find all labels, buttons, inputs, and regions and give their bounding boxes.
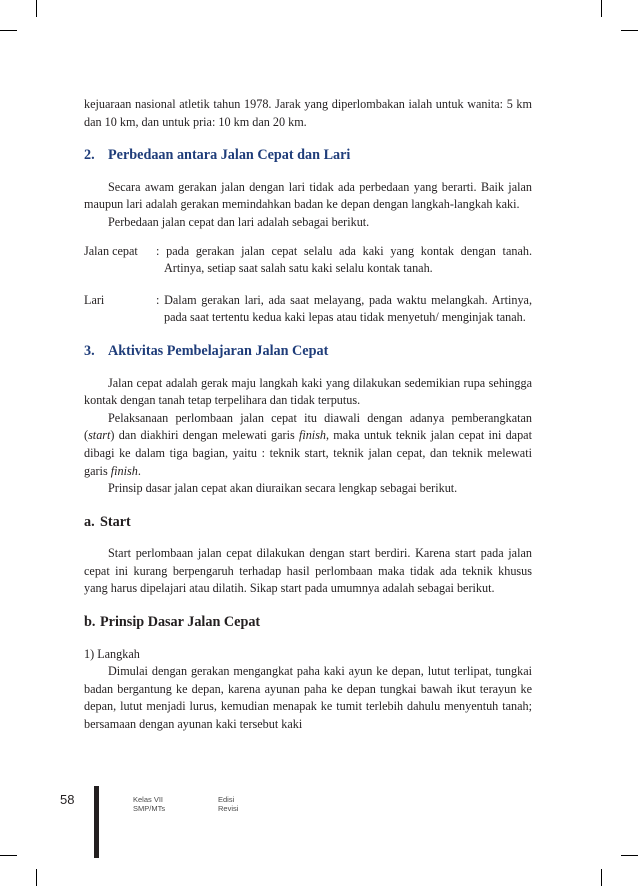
definition-row: [84, 243, 532, 278]
page-number: 58: [60, 792, 75, 807]
crop-mark: [601, 869, 602, 886]
italic-term: finish: [298, 428, 327, 443]
paragraph: Pelaksanaan perlombaan jalan cepat itu diawali dengan adanya pemberangkatan (start) dan diakhiri dengan melewati garis finish, maka untuk teknik jalan cepat ini dapat dibagi ke dalam tiga bagian, yaitu : teknik start, teknik jalan cepat, dan teknik melewati garis finish.: [84, 410, 532, 478]
definition-term: Lari: [84, 292, 105, 307]
paragraph: Prinsip dasar jalan cepat akan diuraikan secara lengkap sebagai berikut.: [108, 481, 458, 496]
subsection-letter: b.: [84, 614, 96, 631]
section-title: Perbedaan antara Jalan Cepat dan Lari: [108, 147, 351, 164]
section-number: 3.: [84, 342, 95, 359]
crop-mark: [621, 30, 638, 31]
crop-mark: [36, 869, 37, 886]
footer-edition: Edisi Revisi: [218, 795, 239, 813]
paragraph: Dimulai dengan gerakan mengangkat paha kaki ayun ke depan, lutut terlipat, tungkai badan bergantung ke depan, karena ayunan paha ke depan tungkai bawah ikut terayun ke depan, lutut menjadi lurus, kemudian menapak ke tumit terlebih dahulu menyentuh tanah; bersamaan dengan ayunan kaki tersebut kaki: [84, 664, 532, 732]
subsection-heading: [84, 514, 532, 532]
page-content: [84, 96, 532, 734]
crop-mark: [0, 30, 17, 31]
section-heading: [84, 147, 532, 165]
italic-term: start: [88, 428, 111, 443]
crop-mark: [0, 855, 17, 856]
section-number: 2.: [84, 147, 95, 164]
crop-mark: [621, 855, 638, 856]
subsection-title: Start: [100, 513, 131, 530]
section-title: Aktivitas Pembelajaran Jalan Cepat: [108, 342, 329, 359]
intro-paragraph: kejuaraan nasional atletik tahun 1978. Jarak yang diperlombakan ialah untuk wanita: 5 km dan 10 km, dan untuk pria: 10 km dan 20 km.: [84, 97, 532, 129]
definition-row: [84, 292, 532, 327]
definition-text: : pada gerakan jalan cepat selalu ada kaki yang kontak dengan tanah. Artinya, setiap saat salah satu kaki selalu kontak tanah.: [156, 243, 532, 276]
subsection-letter: a.: [84, 513, 95, 530]
crop-mark: [601, 0, 602, 17]
paragraph: Perbedaan jalan cepat dan lari adalah sebagai berikut.: [108, 214, 370, 229]
italic-term: finish: [110, 463, 138, 478]
definition-term: Jalan cepat: [84, 243, 138, 258]
list-item-label: 1) Langkah: [84, 646, 140, 661]
paragraph: Secara awam gerakan jalan dengan lari tidak ada perbedaan yang berarti. Baik jalan maupun lari adalah gerakan memindahkan badan ke depan dengan langkah-langkah kaki.: [84, 179, 532, 212]
footer-book-title: Kelas VII SMP/MTs: [133, 795, 166, 813]
subsection-title: Prinsip Dasar Jalan Cepat: [100, 614, 261, 631]
crop-mark: [36, 0, 37, 17]
footer-bar: [94, 786, 99, 858]
paragraph: Jalan cepat adalah gerak maju langkah kaki yang dilakukan sedemikian rupa sehingga kontak dengan tanah tetap terpelihara dan tidak terputus.: [84, 375, 532, 408]
section-heading: [84, 343, 532, 361]
definition-text: : Dalam gerakan lari, ada saat melayang, pada waktu melangkah. Artinya, pada saat tertentu kedua kaki lepas atau tidak menyetuh/ menginjak tanah.: [156, 292, 532, 325]
subsection-heading: [84, 614, 532, 632]
paragraph: Start perlombaan jalan cepat dilakukan dengan start berdiri. Karena start pada jalan cepat ini kurang berpengaruh terhadap hasil perlombaan maka tidak ada teknik khusus yang harus dipelajari atau dilatih. Sikap start pada umumnya adalah sebagai berikut.: [84, 546, 532, 596]
